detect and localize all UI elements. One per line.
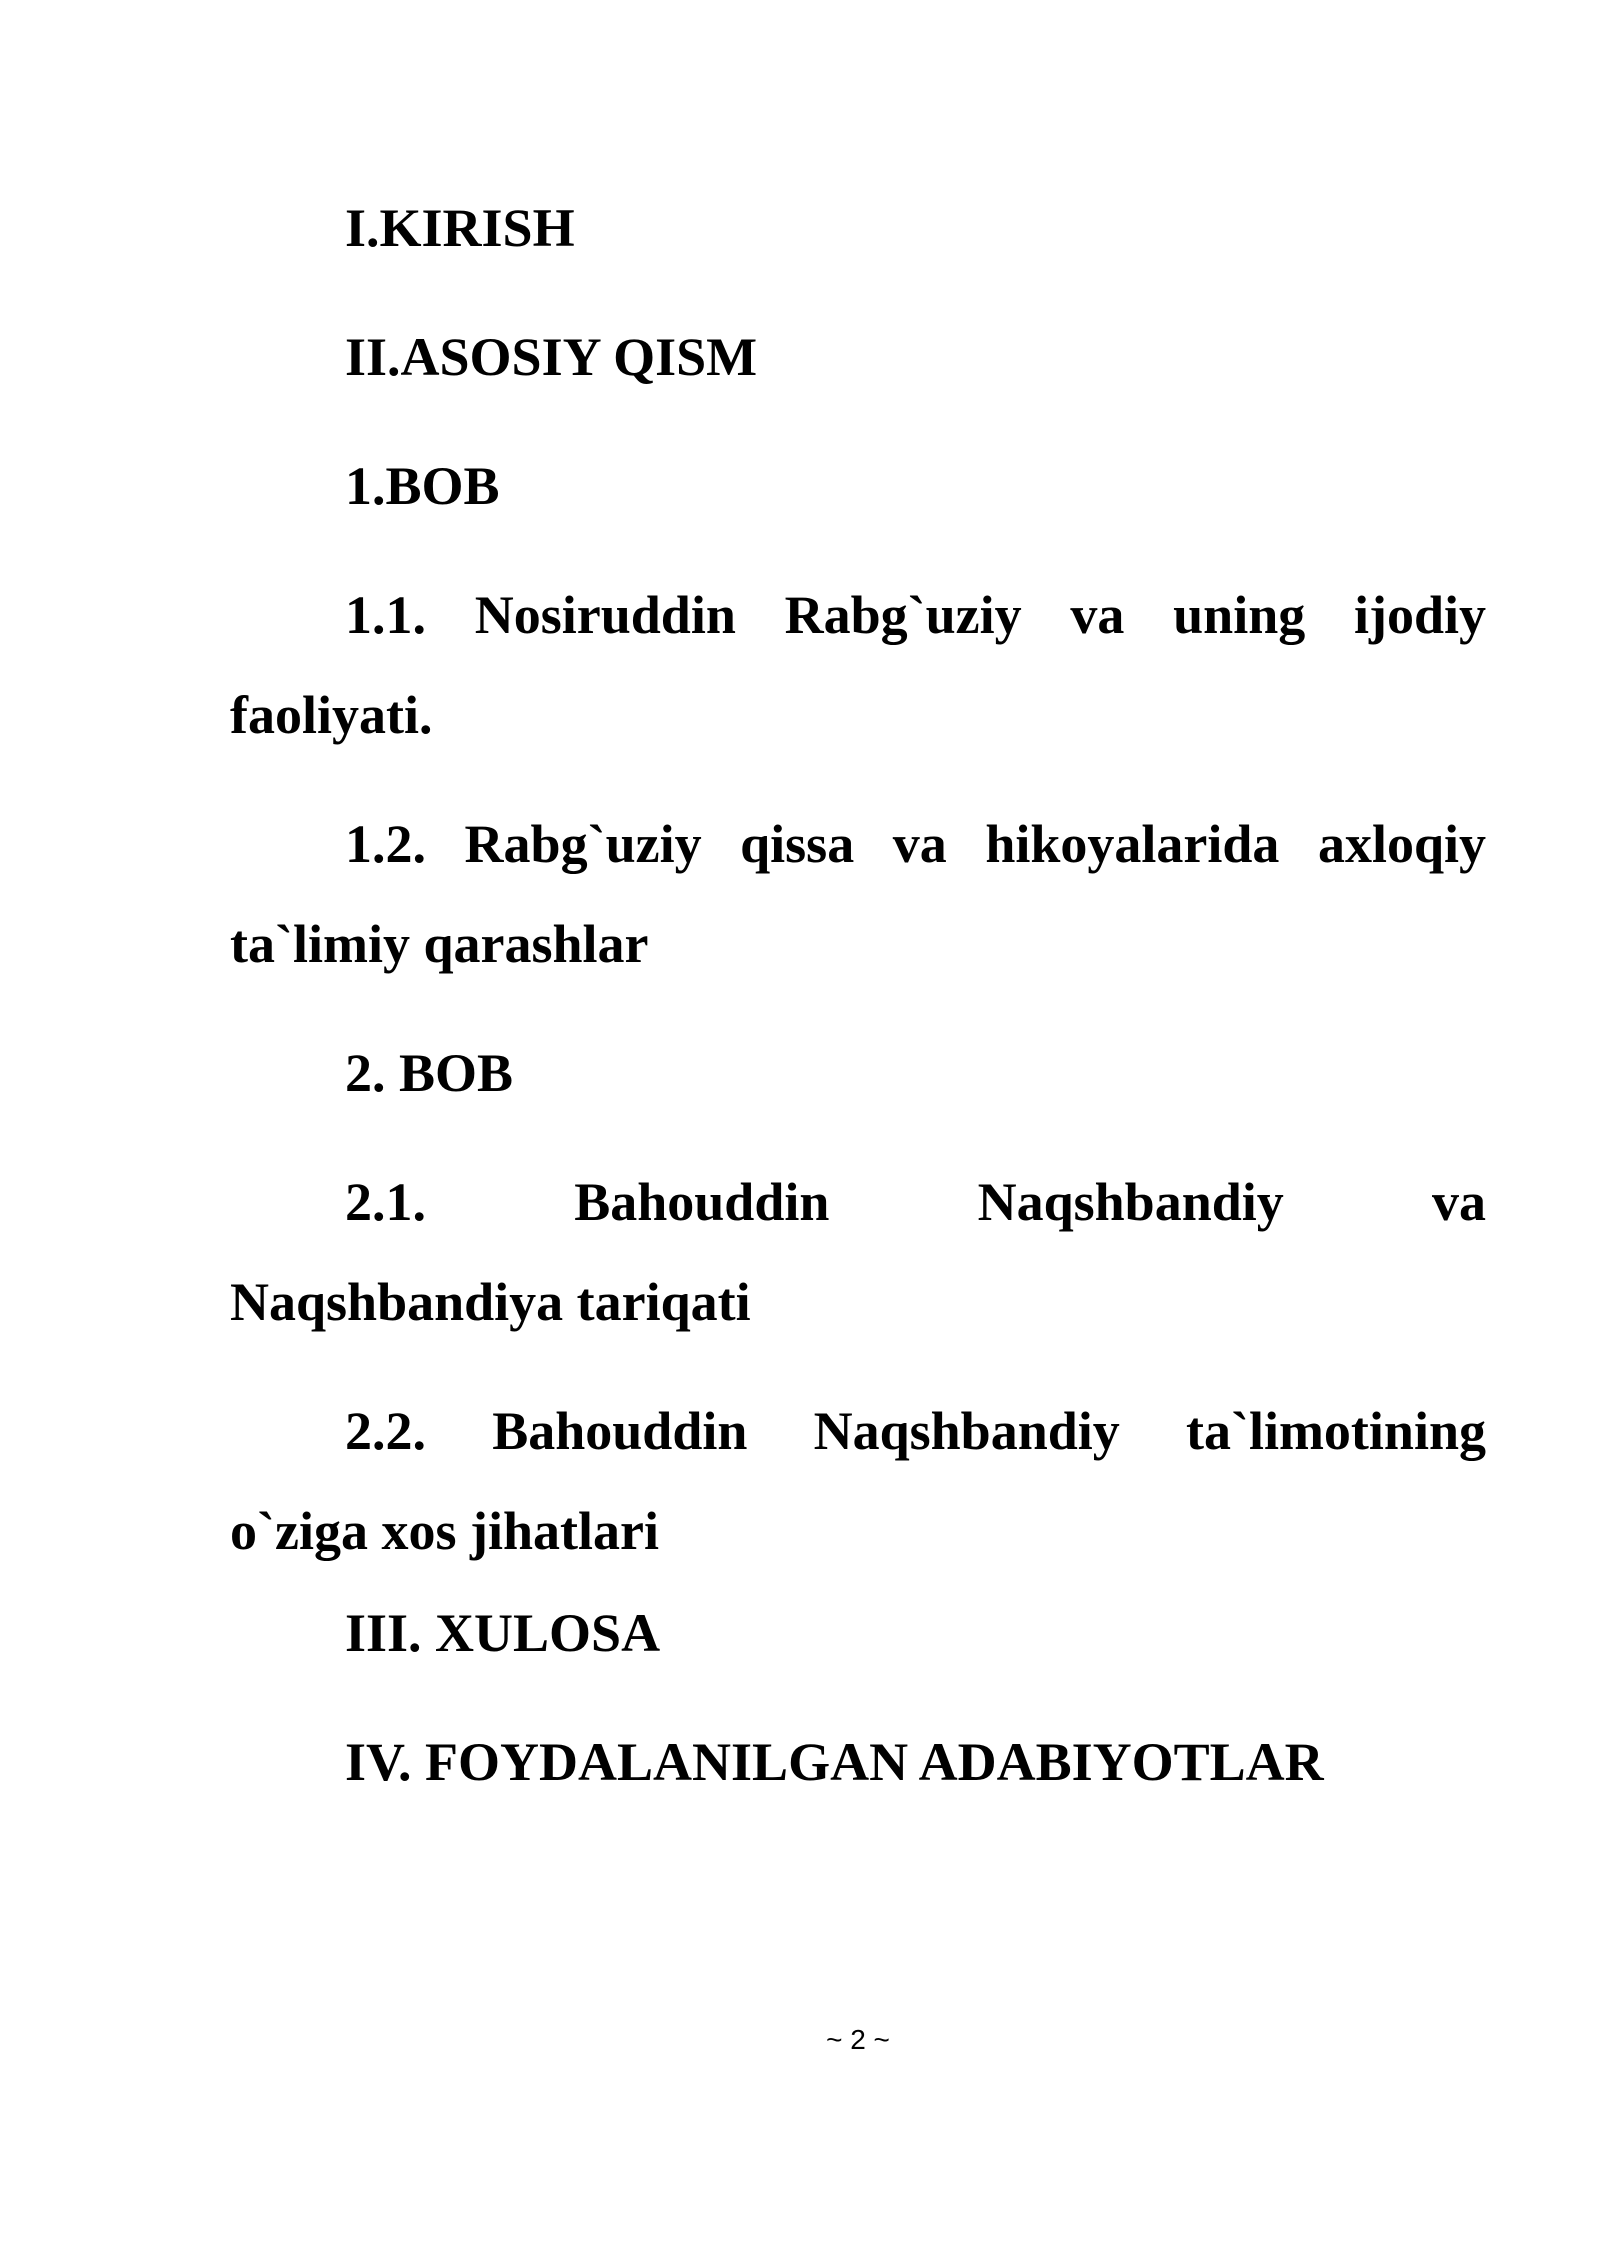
toc-section-2-1-word: 2.1. [345,1172,426,1232]
document-page [230,0,1486,2262]
toc-bob-1: 1.BOB [345,456,500,516]
page-number: ~ 2 ~ [826,2024,890,2055]
toc-section-1-2-line-2: ta`limiy qarashlar [230,914,649,974]
toc-section-2-2-line-2: o`ziga xos jihatlari [230,1501,659,1561]
toc-asosiy-qism: II.ASOSIY QISM [345,327,758,387]
toc-section-2-1-word: Bahouddin [574,1172,830,1232]
toc-bob-2: 2. BOB [345,1043,514,1103]
toc-section-1-1-line-1: 1.1. Nosiruddin Rabg`uziy va uning ijodiy [345,585,1486,645]
toc-kirish: I.KIRISH [345,198,575,258]
toc-section-2-1-line-1 [230,1170,1486,1234]
toc-section-2-1-word: Naqshbandiy [977,1172,1284,1232]
toc-foydalanilgan-adabiyotlar: IV. FOYDALANILGAN ADABIYOTLAR [345,1732,1324,1792]
toc-xulosa: III. XULOSA [345,1603,661,1663]
toc-section-2-1-line-2: Naqshbandiya tariqati [230,1272,751,1332]
toc-section-1-2-line-1: 1.2. Rabg`uziy qissa va hikoyalarida axloqiy [345,814,1486,874]
toc-section-2-1-word: va [1431,1172,1486,1232]
toc-section-2-2-line-1: 2.2. Bahouddin Naqshbandiy ta`limotining [345,1401,1486,1461]
toc-section-1-1-line-2: faoliyati. [230,685,433,745]
